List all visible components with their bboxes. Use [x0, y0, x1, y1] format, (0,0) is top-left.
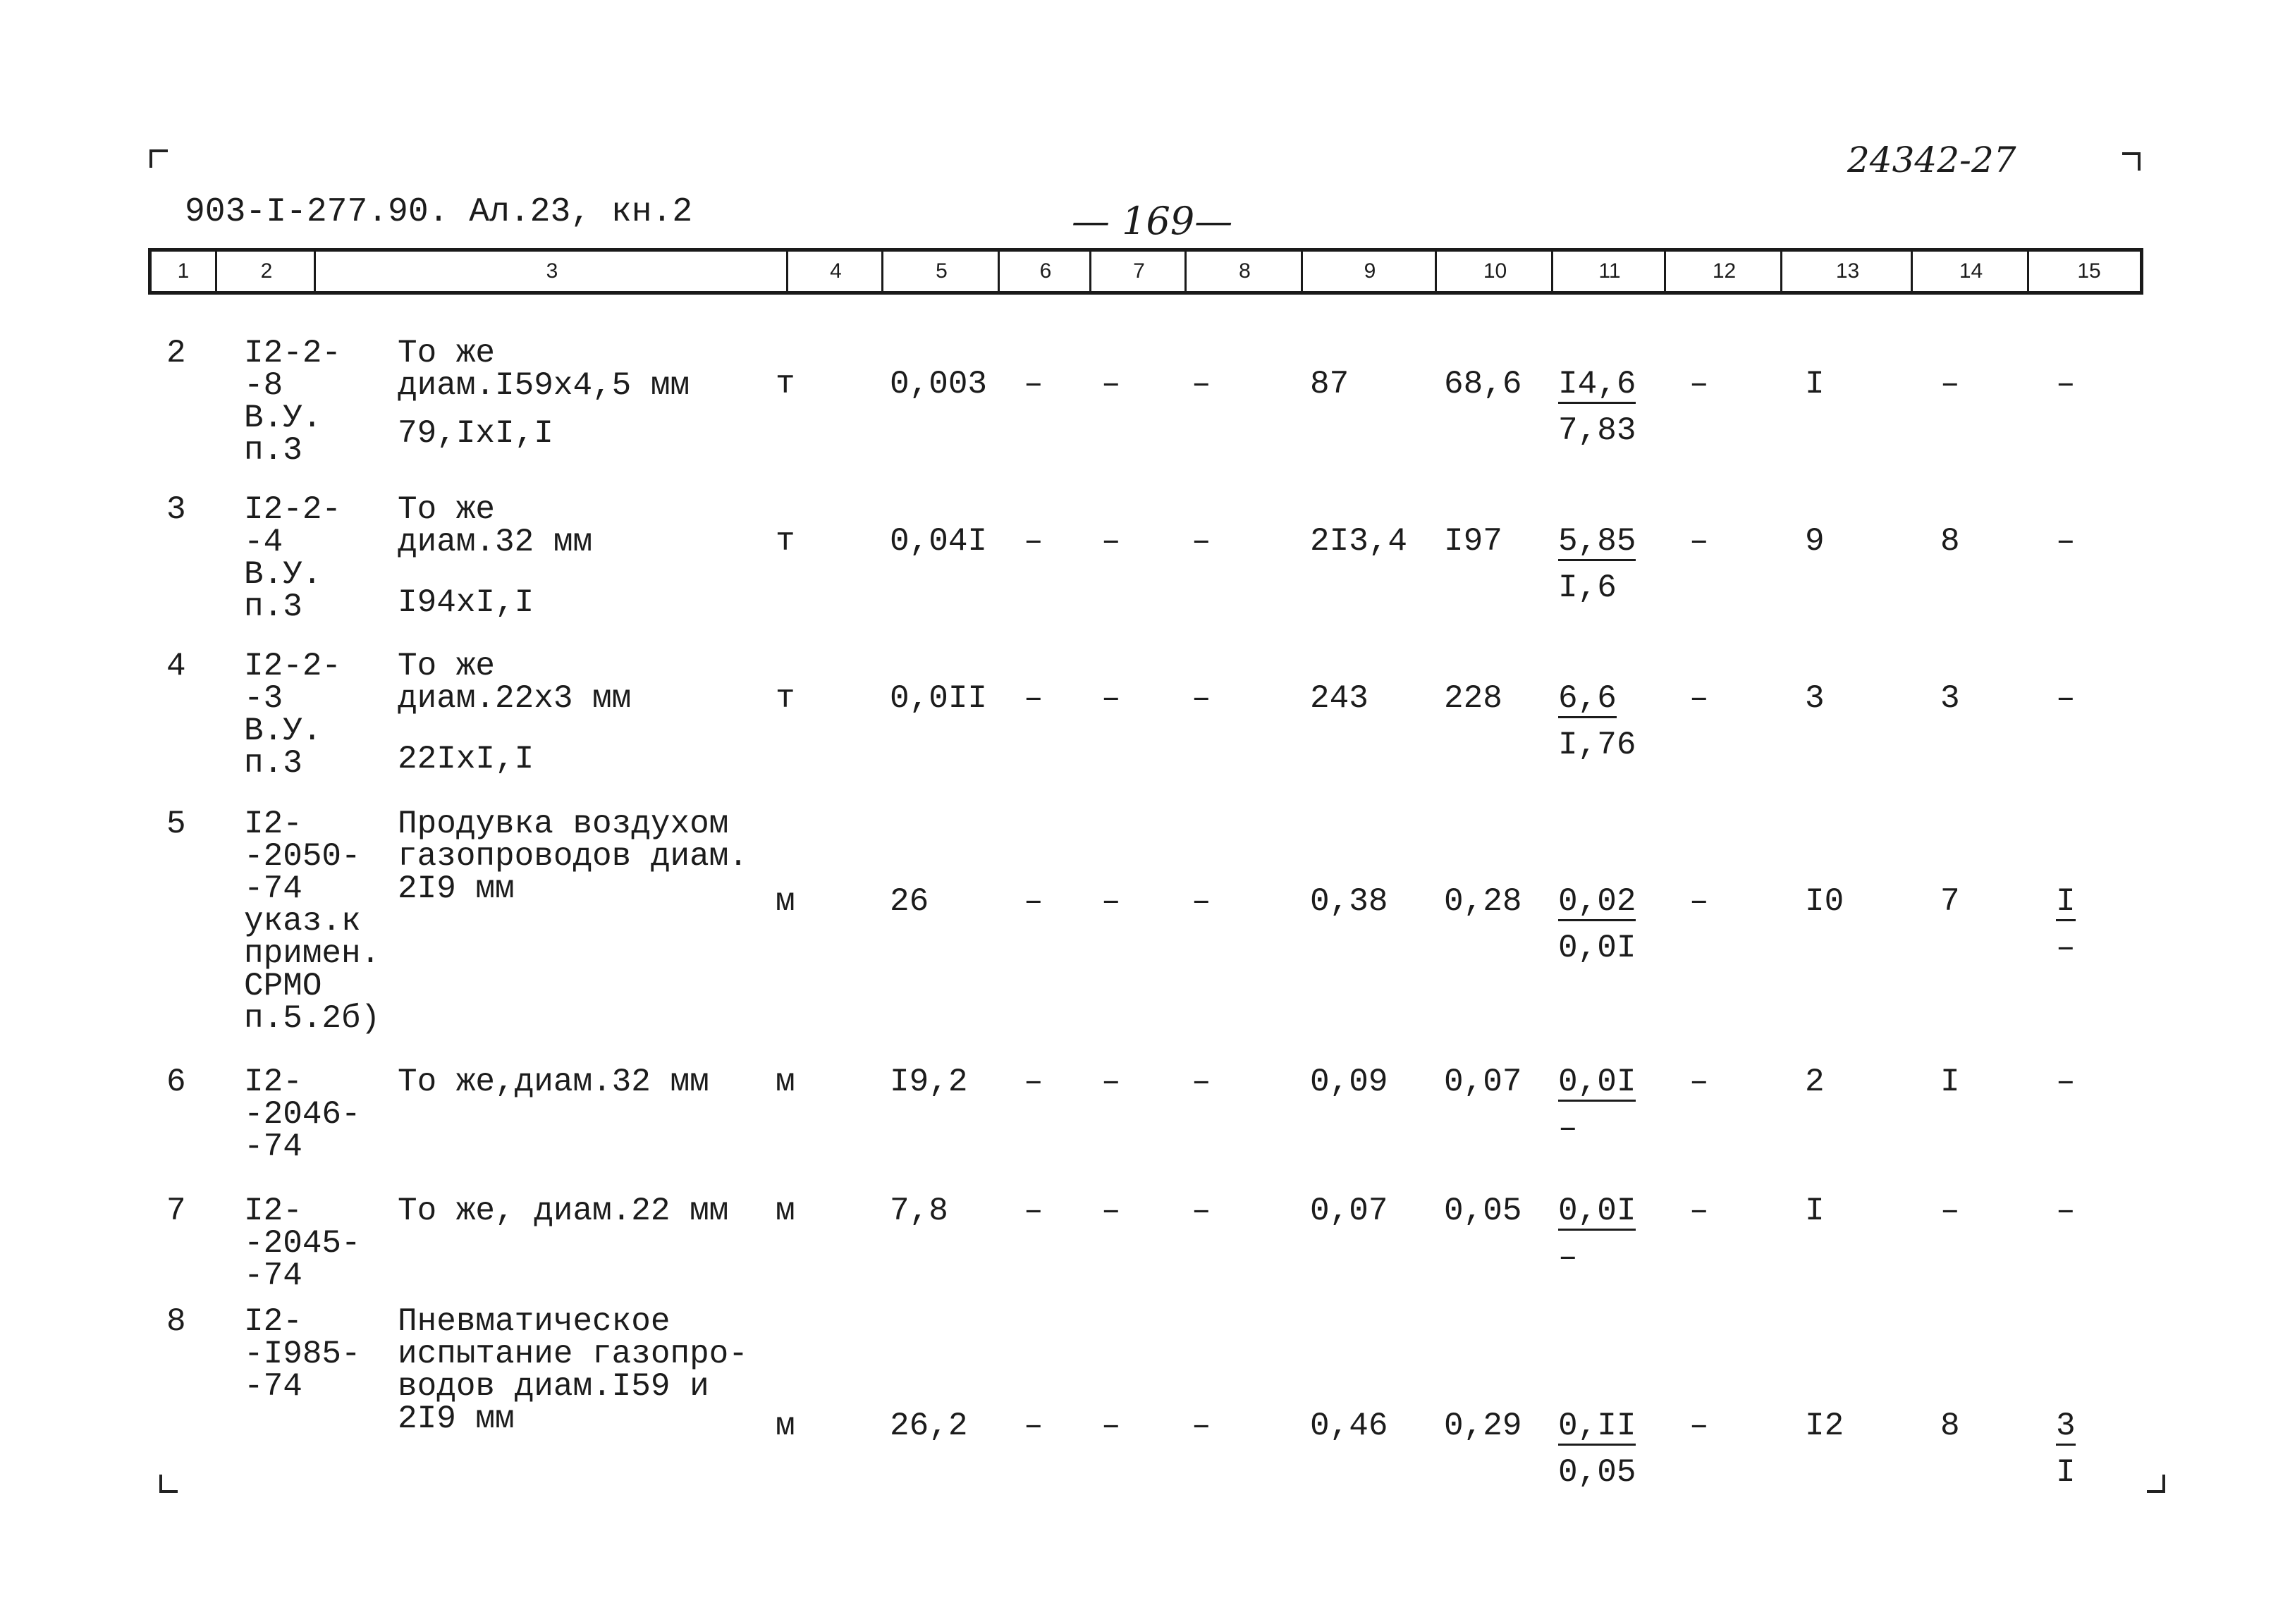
col11-numerator: 0,II [1558, 1408, 1636, 1444]
col7-cell: – [1101, 1193, 1121, 1229]
col7-cell: – [1101, 1064, 1121, 1100]
col12-cell: – [1689, 366, 1709, 402]
work-description: То же диам.32 мм [398, 491, 593, 560]
col13-cell: I0 [1805, 883, 1844, 920]
document-code: 903-I-277.90. Ал.23, кн.2 [185, 193, 693, 231]
col15-denominator: – [2056, 930, 2076, 966]
quantity-cell: I9,2 [890, 1064, 968, 1100]
col12-cell: – [1689, 1193, 1709, 1229]
col7-cell: – [1101, 883, 1121, 920]
col7-cell: – [1101, 680, 1121, 717]
col15-numerator: I [2056, 883, 2076, 920]
col8-cell: – [1192, 366, 1211, 402]
col10-cell: 0,05 [1444, 1193, 1522, 1229]
column-header-4: 4 [786, 252, 883, 291]
col11-denominator: I,6 [1558, 570, 1617, 606]
row-number: 2 [166, 335, 186, 371]
work-description: То же диам.I59х4,5 мм [398, 335, 690, 404]
col13-cell: I [1805, 1193, 1825, 1229]
col9-cell: 0,46 [1310, 1408, 1388, 1444]
quantity-cell: 7,8 [890, 1193, 948, 1229]
col9-cell: 0,38 [1310, 883, 1388, 920]
column-header-14: 14 [1911, 252, 2029, 291]
row-number: 7 [166, 1193, 186, 1229]
column-header-7: 7 [1089, 252, 1187, 291]
col15-numerator: – [2056, 1193, 2076, 1229]
row-number: 3 [166, 491, 186, 528]
col8-cell: – [1192, 523, 1211, 560]
col13-cell: 3 [1805, 680, 1825, 717]
quantity-cell: 26,2 [890, 1408, 968, 1444]
corner-mark-bottom-left [159, 1475, 178, 1493]
col11-denominator: – [1558, 1239, 1578, 1276]
col8-cell: – [1192, 1064, 1211, 1100]
col10-cell: 0,28 [1444, 883, 1522, 920]
corner-mark-top-right [2122, 152, 2141, 171]
quantity-cell: 0,0II [890, 680, 988, 717]
col7-cell: – [1101, 366, 1121, 402]
unit-cell: т [776, 366, 795, 402]
quantity-cell: 0,003 [890, 366, 988, 402]
column-header-10: 10 [1435, 252, 1553, 291]
col8-cell: – [1192, 883, 1211, 920]
rate-code: I2-2- -3 В.У. п.3 [244, 648, 342, 782]
col15-numerator: – [2056, 366, 2076, 402]
col8-cell: – [1192, 680, 1211, 717]
rate-code: I2- -2045- -74 [244, 1193, 361, 1294]
col11-numerator: I4,6 [1558, 366, 1636, 402]
archive-number: 24342-27 [1847, 140, 2016, 180]
col10-cell: 0,07 [1444, 1064, 1522, 1100]
col6-cell: – [1024, 523, 1043, 560]
corner-mark-top-left [149, 149, 168, 168]
col10-cell: 228 [1444, 680, 1502, 717]
col14-cell: 3 [1940, 680, 1960, 717]
col12-cell: – [1689, 1408, 1709, 1444]
col12-cell: – [1689, 1064, 1709, 1100]
page-number: — 169— [1072, 199, 1233, 243]
col11-numerator: 0,02 [1558, 883, 1636, 920]
col15-numerator: – [2056, 523, 2076, 560]
col14-cell: – [1940, 1193, 1960, 1229]
rate-code: I2- -2046- -74 [244, 1064, 361, 1165]
unit-cell: м [776, 883, 795, 920]
col11-numerator: 0,0I [1558, 1064, 1636, 1100]
col14-cell: 8 [1940, 523, 1960, 560]
column-header-bar [148, 248, 2143, 295]
col14-cell: 8 [1940, 1408, 1960, 1444]
col14-cell: – [1940, 366, 1960, 402]
col11-numerator: 5,85 [1558, 523, 1636, 560]
col11-denominator: 0,05 [1558, 1454, 1636, 1491]
col9-cell: 87 [1310, 366, 1349, 402]
col7-cell: – [1101, 523, 1121, 560]
calculation-note: I94хI,I [398, 584, 534, 621]
col13-cell: I2 [1805, 1408, 1844, 1444]
col6-cell: – [1024, 1064, 1043, 1100]
unit-cell: м [776, 1193, 795, 1229]
unit-cell: м [776, 1408, 795, 1444]
work-description: Пневматическое испытание газопро- водов диам.I59 и 2I9 мм [398, 1303, 748, 1437]
col6-cell: – [1024, 883, 1043, 920]
col8-cell: – [1192, 1193, 1211, 1229]
work-description: То же диам.22х3 мм [398, 648, 632, 717]
column-header-6: 6 [998, 252, 1091, 291]
col9-cell: 243 [1310, 680, 1369, 717]
col9-cell: 0,07 [1310, 1193, 1388, 1229]
col14-cell: I [1940, 1064, 1960, 1100]
column-header-12: 12 [1664, 252, 1782, 291]
work-description: То же,диам.32 мм [398, 1064, 709, 1100]
column-header-1: 1 [177, 259, 190, 283]
col9-cell: 2I3,4 [1310, 523, 1408, 560]
col8-cell: – [1192, 1408, 1211, 1444]
column-header-5: 5 [881, 252, 1000, 291]
row-number: 8 [166, 1303, 186, 1340]
quantity-cell: 26 [890, 883, 929, 920]
col13-cell: 2 [1805, 1064, 1825, 1100]
col10-cell: 0,29 [1444, 1408, 1522, 1444]
col15-numerator: – [2056, 680, 2076, 717]
col12-cell: – [1689, 680, 1709, 717]
col15-denominator: I [2056, 1454, 2076, 1491]
rate-code: I2-2- -8 В.У. п.3 [244, 335, 342, 469]
unit-cell: м [776, 1064, 795, 1100]
col12-cell: – [1689, 883, 1709, 920]
col12-cell: – [1689, 523, 1709, 560]
col11-denominator: – [1558, 1110, 1578, 1147]
col13-cell: 9 [1805, 523, 1825, 560]
col10-cell: I97 [1444, 523, 1502, 560]
col11-numerator: 6,6 [1558, 680, 1617, 717]
corner-mark-bottom-right [2147, 1475, 2165, 1493]
col6-cell: – [1024, 1408, 1043, 1444]
col6-cell: – [1024, 1193, 1043, 1229]
rate-code: I2- -I985- -74 [244, 1303, 361, 1405]
column-header-2: 2 [215, 252, 316, 291]
work-description: Продувка воздухом газопроводов диам. 2I9 мм [398, 806, 748, 907]
column-header-15: 15 [2027, 252, 2149, 291]
col7-cell: – [1101, 1408, 1121, 1444]
col10-cell: 68,6 [1444, 366, 1522, 402]
col6-cell: – [1024, 366, 1043, 402]
column-header-3: 3 [314, 252, 788, 291]
unit-cell: т [776, 523, 795, 560]
row-number: 6 [166, 1064, 186, 1100]
col11-numerator: 0,0I [1558, 1193, 1636, 1229]
col14-cell: 7 [1940, 883, 1960, 920]
calculation-note: 22IхI,I [398, 741, 534, 777]
work-description: То же, диам.22 мм [398, 1193, 729, 1229]
col15-numerator: 3 [2056, 1408, 2076, 1444]
col6-cell: – [1024, 680, 1043, 717]
column-header-8: 8 [1184, 252, 1303, 291]
col9-cell: 0,09 [1310, 1064, 1388, 1100]
col13-cell: I [1805, 366, 1825, 402]
col11-denominator: I,76 [1558, 727, 1636, 763]
column-header-13: 13 [1780, 252, 1913, 291]
column-header-9: 9 [1301, 252, 1437, 291]
quantity-cell: 0,04I [890, 523, 988, 560]
row-number: 5 [166, 806, 186, 842]
col11-denominator: 0,0I [1558, 930, 1636, 966]
rate-code: I2-2- -4 В.У. п.3 [244, 491, 342, 625]
column-header-11: 11 [1551, 252, 1666, 291]
rate-code: I2- -2050- -74 указ.к примен. СРМО п.5.2б) [244, 806, 381, 1037]
col15-numerator: – [2056, 1064, 2076, 1100]
row-number: 4 [166, 648, 186, 684]
unit-cell: т [776, 680, 795, 717]
col11-denominator: 7,83 [1558, 412, 1636, 449]
calculation-note: 79,IхI,I [398, 415, 553, 452]
